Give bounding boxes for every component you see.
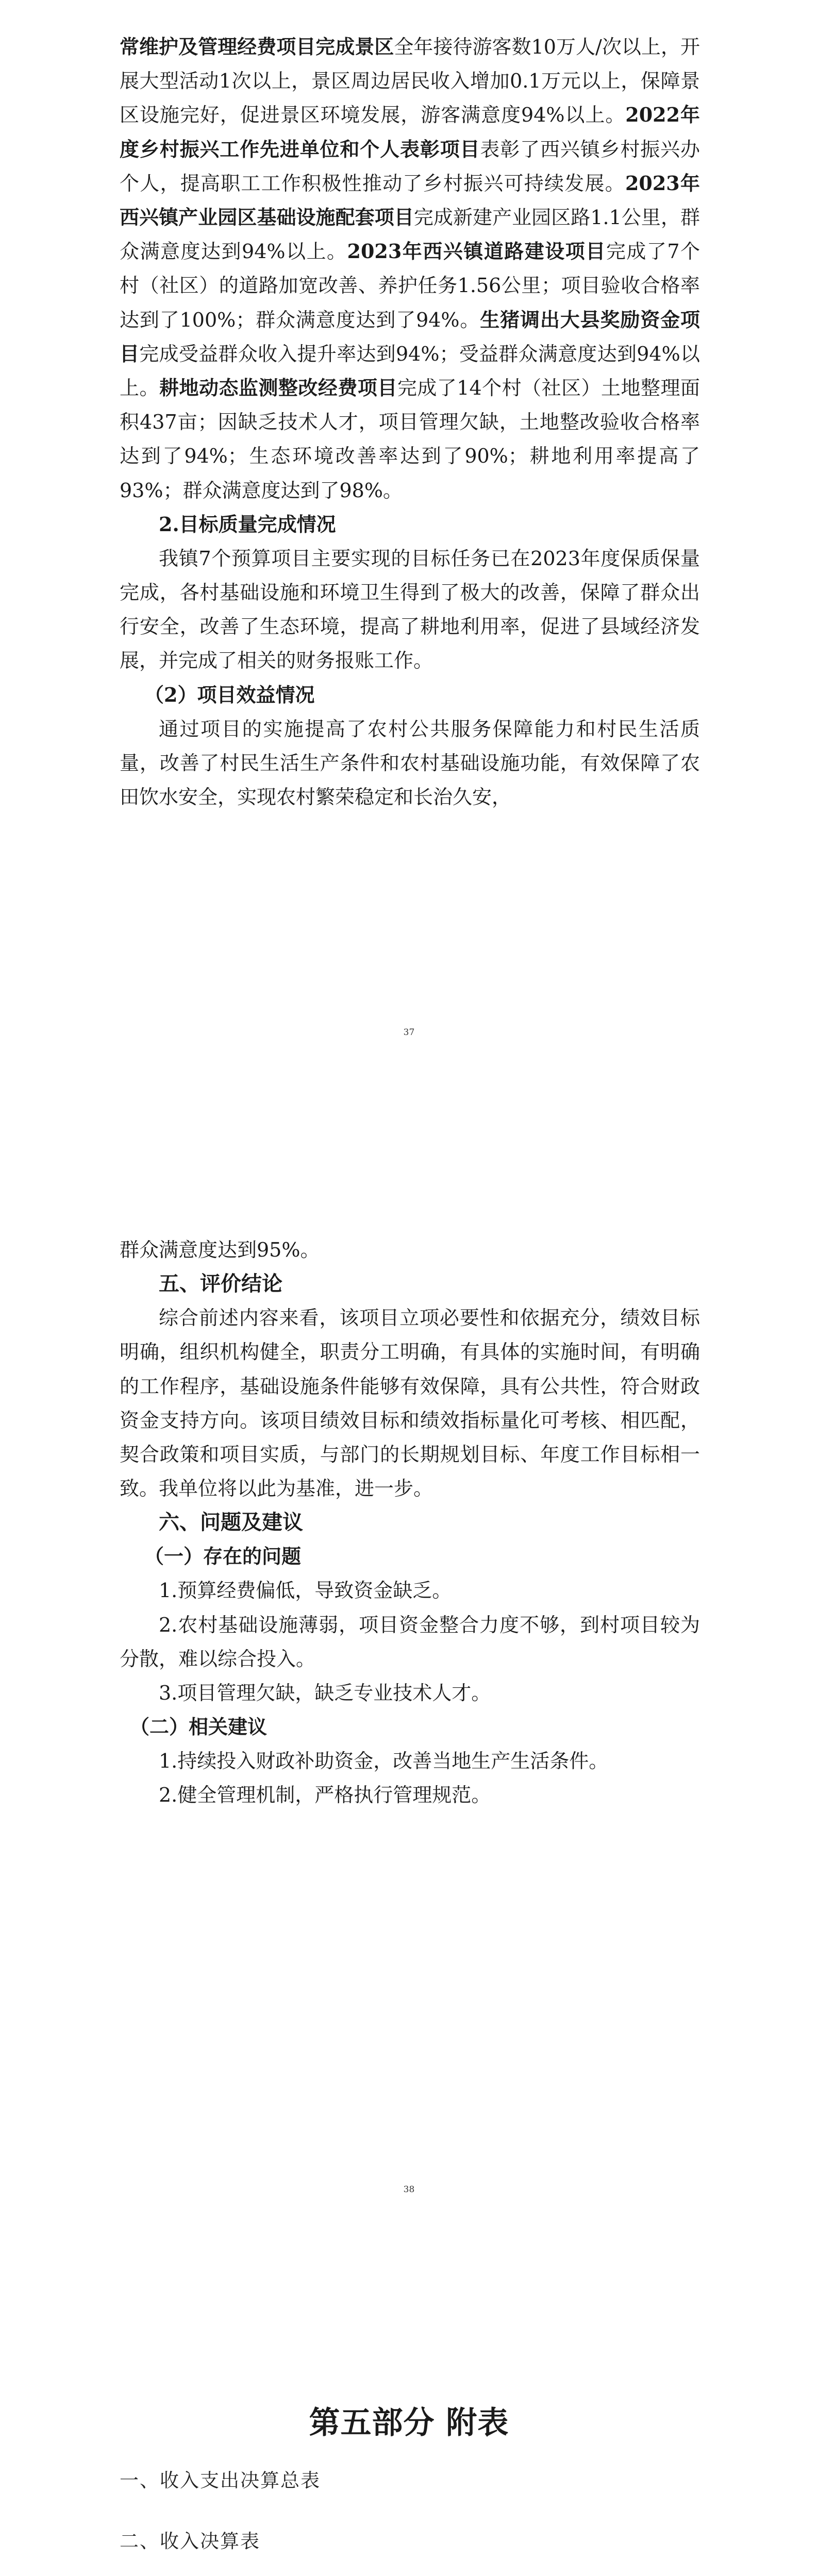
page-38 xyxy=(0,1157,818,2313)
page-number: 38 xyxy=(403,2184,415,2195)
list-item-problem: 3.项目管理欠缺，缺乏专业技术人才。 xyxy=(159,1682,491,1705)
heading-project-benefit: （2）项目效益情况 xyxy=(144,683,315,706)
heading-target-quality: 2.目标质量完成情况 xyxy=(159,512,336,536)
page-38-body xyxy=(120,1233,700,1812)
paragraph-continued: 群众满意度达到95%。 xyxy=(120,1239,320,1261)
paragraph-evaluation-conclusion: 综合前述内容来看，该项目立项必要性和依据充分，绩效目标明确，组织机构健全，职责分工明确，有具体的实施时间，有明确的工作程序，基础设施条件能够有效保障，具有公共性，符合财政资金支持方向。该项目绩效目标和绩效指标量化可考核、相匹配，契合政策和项目实质，与部门的长期规划目标、年度工作目标相一致。我单位将以此为基准，进一步。 xyxy=(120,1307,700,1500)
appendix-list xyxy=(120,2470,700,2576)
list-item-suggestion: 2.健全管理机制，严格执行管理规范。 xyxy=(159,1784,491,1807)
page-number: 37 xyxy=(403,1027,415,1038)
list-item-problem: 2.农村基础设施薄弱，项目资金整合力度不够，到村项目较为分散，难以综合投入。 xyxy=(120,1613,700,1670)
paragraph-project-results: 常维护及管理经费项目完成景区全年接待游客数10万人/次以上，开展大型活动1次以上，景区周边居民收入增加0.1万元以上，保障景区设施完好，促进景区环境发展，游客满意度94%以上。2022年度乡村振兴工作先进单位和个人表彰项目表彰了西兴镇乡村振兴办个人，提高职工工作积极性推动了乡村振兴可持续发展。2023年西兴镇产业园区基础设施配套项目完成新建产业园区路1.1公里，群众满意度达到94%以上。2023年西兴镇道路建设项目完成了7个村（社区）的道路加宽改善、养护任务1.56公里；项目验收合格率达到了100%；群众满意度达到了94%。生猪调出大县奖励资金项目完成受益群众收入提升率达到94%；受益群众满意度达到94%以上。耕地动态监测整改经费项目完成了14个村（社区）土地整理面积437亩；因缺乏技术人才，项目管理欠缺，土地整改验收合格率达到了94%；生态环境改善率达到了90%；耕地利用率提高了93%；群众满意度达到了98%。 xyxy=(120,35,700,502)
list-item: 二、收入决算表 xyxy=(120,2530,260,2552)
paragraph-target-quality: 我镇7个预算项目主要实现的目标任务已在2023年度保质保量完成，各村基础设施和环境卫生得到了极大的改善，保障了群众出行安全，改善了生态环境，提高了耕地利用率，促进了县域经济发展，并完成了相关的财务报账工作。 xyxy=(120,547,700,672)
page-39 xyxy=(0,2313,818,2576)
page-37 xyxy=(0,0,818,1157)
page-37-body xyxy=(120,30,700,814)
list-item-suggestion: 1.持续投入财政补助资金，改善当地生产生活条件。 xyxy=(159,1750,609,1773)
heading-suggestions: （二）相关建议 xyxy=(130,1715,268,1739)
paragraph-project-benefit: 通过项目的实施提高了农村公共服务保障能力和村民生活质量，改善了村民生活生产条件和农村基础设施功能，有效保障了农田饮水安全，实现农村繁荣稳定和长治久安， xyxy=(120,717,700,809)
heading-issues-suggestions: 六、问题及建议 xyxy=(159,1510,303,1535)
list-item-problem: 1.预算经费偏低，导致资金缺乏。 xyxy=(159,1579,452,1602)
heading-existing-problems: （一）存在的问题 xyxy=(144,1545,302,1568)
part-title: 第五部分 附表 xyxy=(309,2405,509,2441)
heading-evaluation-conclusion: 五、评价结论 xyxy=(159,1272,282,1296)
list-item: 一、收入支出决算总表 xyxy=(120,2469,321,2492)
